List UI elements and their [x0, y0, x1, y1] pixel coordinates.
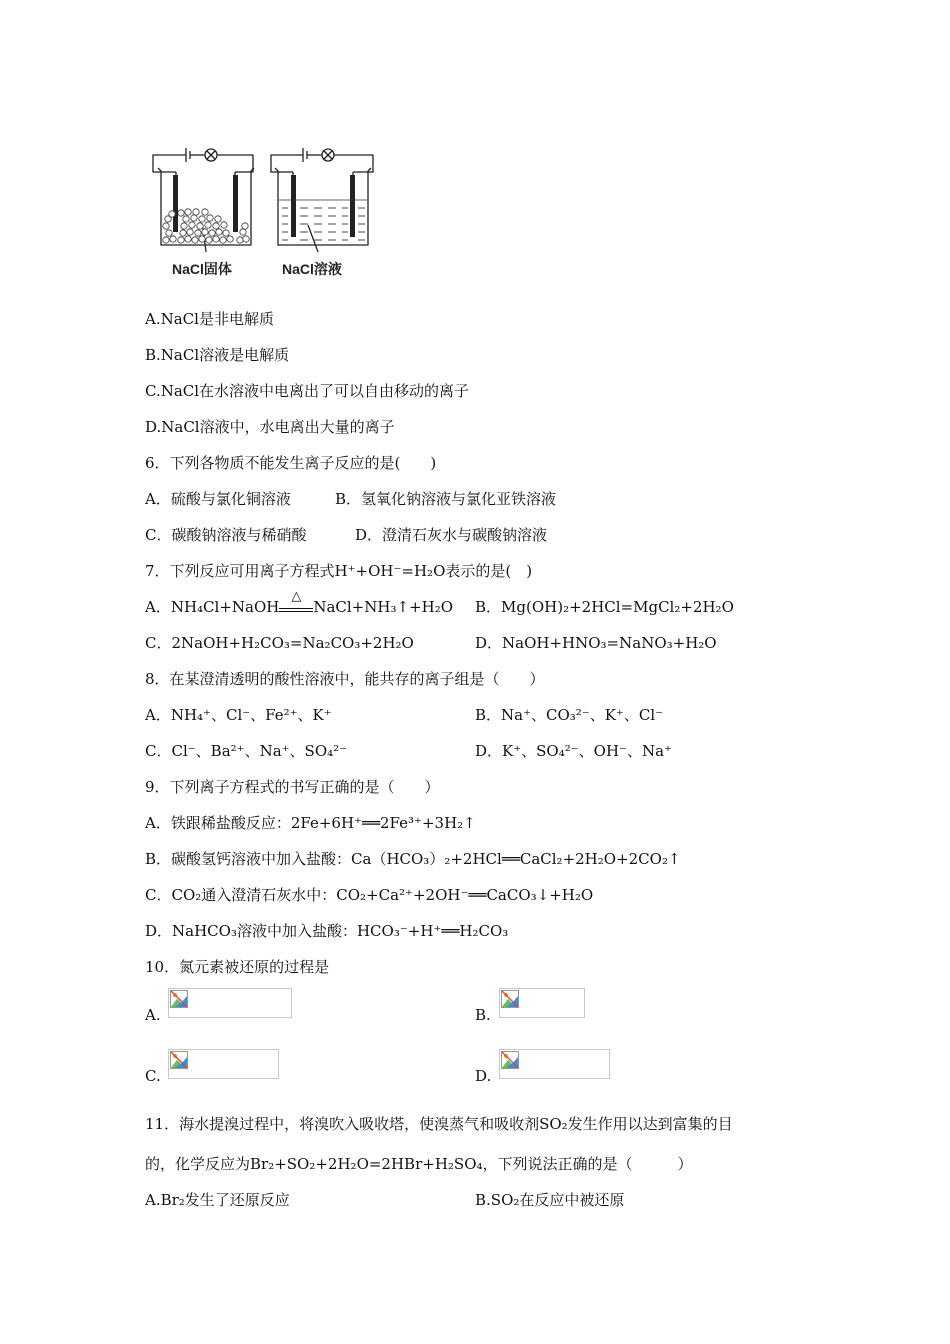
q7-option-a-reactants: A．NH₄Cl+NaOH: [145, 598, 280, 616]
q7-option-b: B．Mg(OH)₂+2HCl=MgCl₂+2H₂O: [475, 598, 734, 616]
q10-option-b: B.: [475, 1006, 491, 1024]
q7-option-a: [145, 589, 454, 617]
q8-option-d: D．K⁺、SO₄²⁻、OH⁻、Na⁺: [475, 742, 672, 760]
q7-stem-post: 表示的是( ): [445, 562, 533, 580]
q10-option-d: D.: [475, 1067, 492, 1085]
q10-image-d: [499, 1049, 610, 1079]
q10-option-c: C.: [145, 1067, 161, 1085]
q7-stem-equation: H⁺+OH⁻=H₂O: [334, 562, 446, 580]
q5-option-b: B.NaCl溶液是电解质: [145, 346, 290, 364]
q11-option-b: B.SO₂在反应中被还原: [475, 1191, 625, 1209]
q7-stem: [145, 561, 532, 581]
q7-option-c: C．2NaOH+H₂CO₃=Na₂CO₃+2H₂O: [145, 634, 414, 652]
q11-stem-line2: 的，化学反应为Br₂+SO₂+2H₂O=2HBr+H₂SO₄，下列说法正确的是（ ）: [145, 1155, 693, 1173]
q11-option-a: A.Br₂发生了还原反应: [145, 1191, 290, 1209]
q8-option-b: B．Na⁺、CO₃²⁻、K⁺、Cl⁻: [475, 706, 664, 724]
q7-option-d: D．NaOH+HNO₃=NaNO₃+H₂O: [475, 634, 717, 652]
q5-option-c: C.NaCl在水溶液中电离出了可以自由移动的离子: [145, 382, 470, 400]
broken-image-icon: [170, 1051, 188, 1069]
q5-option-d: D.NaCl溶液中，水电离出大量的离子: [145, 418, 395, 436]
q10-stem: 10．氮元素被还原的过程是: [145, 958, 330, 976]
broken-image-icon: [501, 1051, 519, 1069]
heat-arrow: [279, 589, 313, 612]
broken-image-icon: [501, 990, 519, 1008]
q10-image-c: [168, 1049, 279, 1079]
heat-triangle-icon: △: [291, 589, 302, 604]
q8-option-c: C．Cl⁻、Ba²⁺、Na⁺、SO₄²⁻: [145, 742, 348, 760]
q8-option-a: A．NH₄⁺、Cl⁻、Fe²⁺、K⁺: [145, 706, 332, 724]
q8-stem: 8．在某澄清透明的酸性溶液中，能共存的离子组是（ ）: [145, 670, 545, 688]
broken-image-icon: [170, 990, 188, 1008]
conductivity-figure: [148, 130, 388, 280]
q11-stem-line1: 11．海水提溴过程中，将溴吹入吸收塔，使溴蒸气和吸收剂SO₂发生作用以达到富集的目: [145, 1115, 733, 1133]
q9-option-d: D．NaHCO₃溶液中加入盐酸：HCO₃⁻+H⁺══H₂CO₃: [145, 922, 509, 940]
q6-option-d: D．澄清石灰水与碳酸钠溶液: [355, 526, 548, 544]
q10-option-a: A.: [145, 1006, 161, 1024]
q9-option-b: B．碳酸氢钙溶液中加入盐酸：Ca（HCO₃）₂+2HCl══CaCl₂+2H₂O+2CO₂↑: [145, 850, 681, 868]
label-nacl-solution: NaCl溶液: [282, 261, 342, 277]
q7-option-a-products: NaCl+NH₃↑+H₂O: [313, 598, 454, 616]
q6-option-b: B．氢氧化钠溶液与氯化亚铁溶液: [335, 490, 557, 508]
q5-option-a: A.NaCl是非电解质: [145, 310, 274, 328]
q9-option-c: C．CO₂通入澄清石灰水中：CO₂+Ca²⁺+2OH⁻══CaCO₃↓+H₂O: [145, 886, 594, 904]
q9-stem: 9．下列离子方程式的书写正确的是（ ）: [145, 778, 440, 796]
label-nacl-solid: NaCl固体: [172, 261, 232, 277]
q7-stem-pre: 7．下列反应可用离子方程式: [145, 562, 335, 580]
q6-option-a: A．硫酸与氯化铜溶液: [145, 490, 291, 508]
q9-option-a: A．铁跟稀盐酸反应：2Fe+6H⁺══2Fe³⁺+3H₂↑: [145, 814, 476, 832]
q10-image-a: [168, 988, 292, 1018]
q10-image-b: [499, 988, 585, 1018]
q6-option-c: C．碳酸钠溶液与稀硝酸: [145, 526, 307, 544]
beaker-diagram: [148, 130, 388, 280]
q6-stem: 6．下列各物质不能发生离子反应的是( ): [145, 454, 437, 472]
